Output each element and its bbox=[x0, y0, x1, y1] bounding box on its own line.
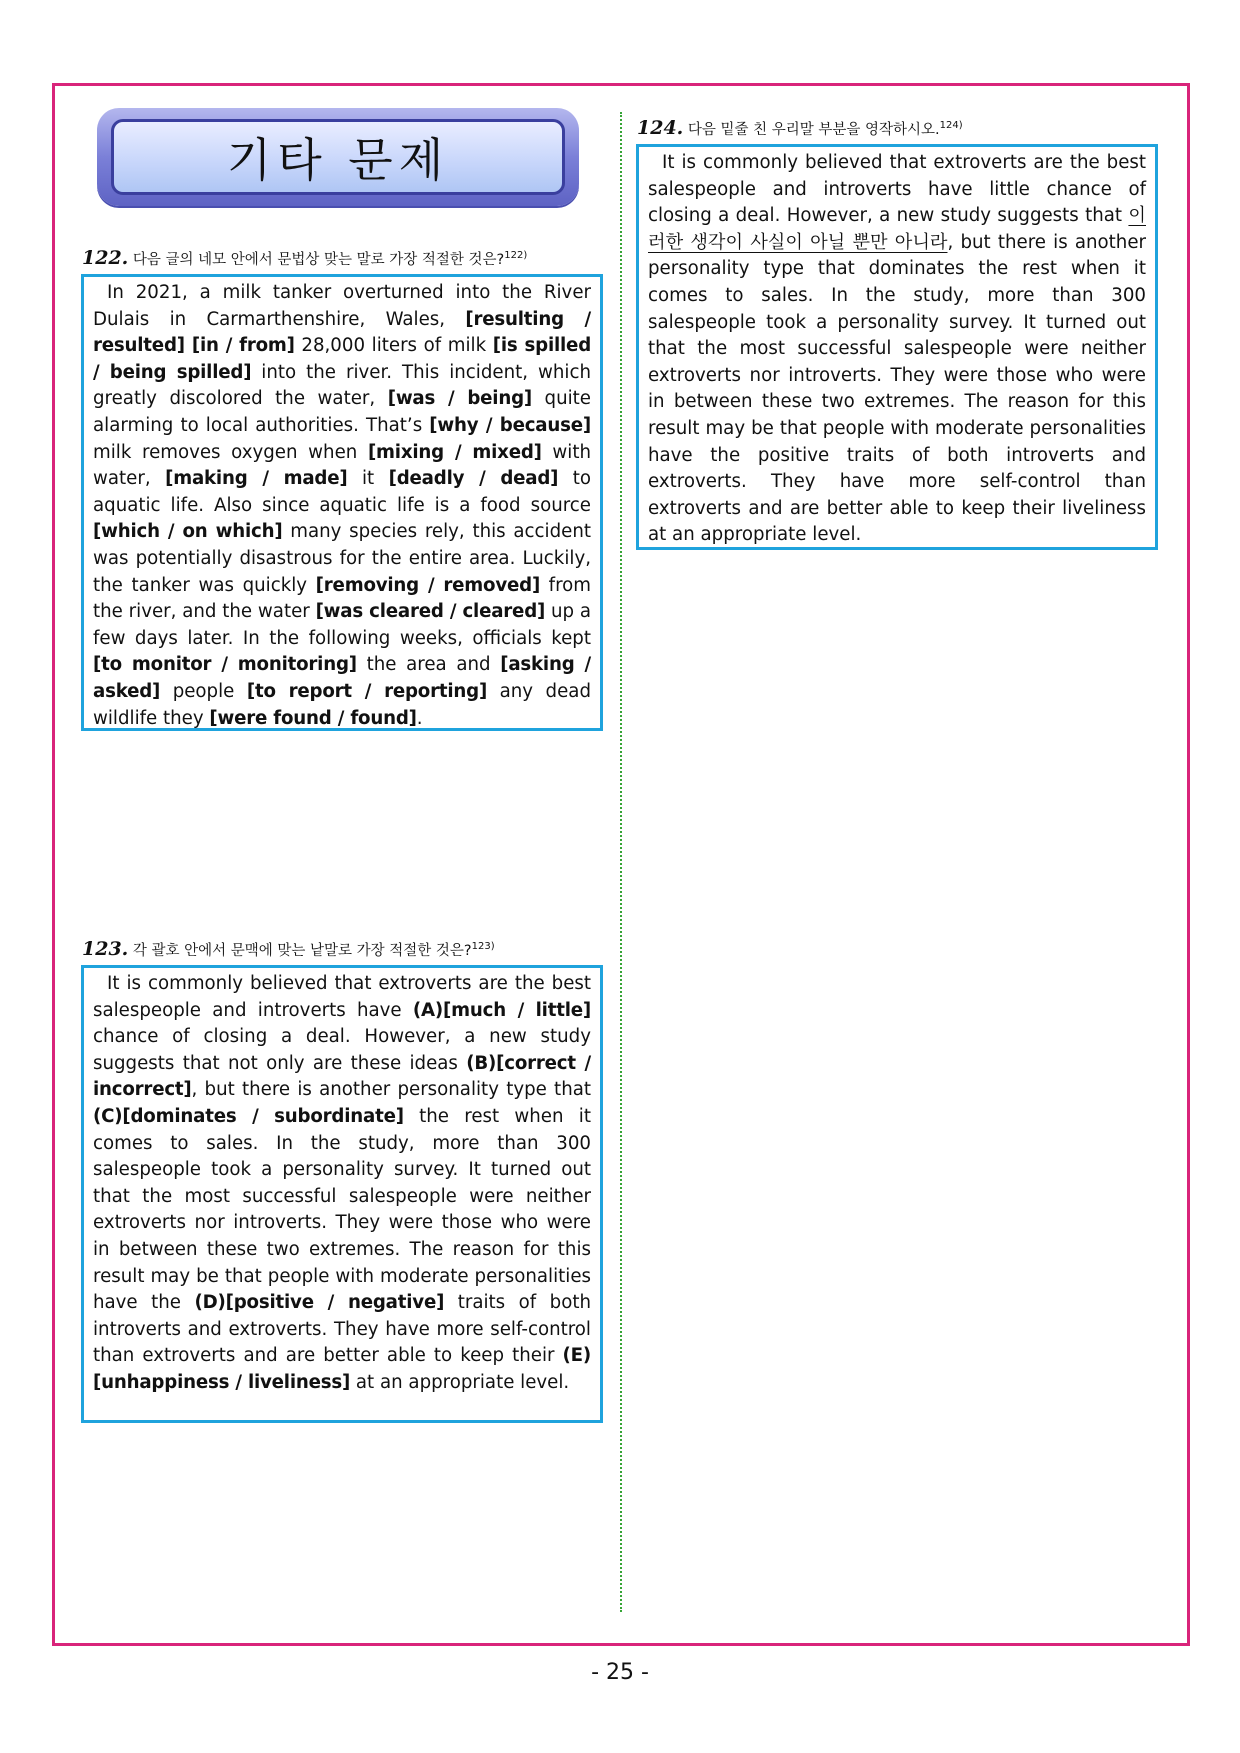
page-number: - 25 - bbox=[591, 1660, 649, 1685]
question-124-footnote: 124) bbox=[939, 120, 963, 132]
question-124-passage: It is commonly believed that extroverts are the best salespeople and introverts have little chance of closing a deal. However, a new study suggests that 이러한 생각이 사실이 아닐 뿐만 아니라, but there is another personality type that dominates the rest when it comes to sales. In the study, more than 300 salespeople took a personality survey. It turned out that the most successful salespeople were neither extroverts nor introverts. They were those who were in between these two extremes. The reason for this result may be that people with moderate personalities have the positive traits of both introverts and extroverts. They have more self-control than extroverts and are better able to keep their liveliness at an appropriate level. bbox=[648, 152, 1146, 546]
question-124-underlined-korean: 이러한 생각이 사실이 아닐 뿐만 아니라 bbox=[648, 205, 1146, 253]
question-123-passage-box bbox=[81, 965, 603, 1423]
question-122-prompt: 다음 글의 네모 안에서 문법상 맞는 말로 가장 적절한 것은? bbox=[132, 252, 505, 268]
question-122-number: 122. bbox=[82, 247, 129, 269]
question-122-passage: In 2021, a milk tanker overturned into the River Dulais in Carmarthenshire, Wales, [resulting / resulted] [in / from] 28,000 liters of milk [is spilled / being spilled] into the river. This incident, which greatly discolored the water, [was / being] quite alarming to local authorities. That’s [why / because] milk removes oxygen when [mixing / mixed] with water, [making / made] it [deadly / dead] to aquatic life. Also since aquatic life is a food source [which / on which] many species rely, this accident was potentially disastrous for the entire area. Luckily, the tanker was quickly [removing / removed] from the river, and the water [was cleared / cleared] up a few days later. In the following weeks, officials kept [to monitor / monitoring] the area and [asking / asked] people [to report / reporting] any dead wildlife they [were found / found]. bbox=[93, 282, 592, 729]
question-124-number: 124. bbox=[637, 117, 684, 139]
section-title-plate bbox=[111, 119, 565, 195]
question-122-footnote: 122) bbox=[504, 250, 528, 262]
section-title: 기타 문제 bbox=[226, 133, 450, 187]
question-123-footnote: 123) bbox=[471, 941, 495, 953]
column-divider bbox=[620, 112, 622, 1612]
question-124-prompt: 다음 밑줄 친 우리말 부분을 영작하시오. bbox=[687, 122, 940, 138]
question-124-header bbox=[637, 117, 963, 139]
question-123-number: 123. bbox=[82, 938, 129, 960]
question-122-header bbox=[82, 247, 527, 269]
question-123-passage: It is commonly believed that extroverts are the best salespeople and introverts have (A)[much / little] chance of closing a deal. However, a new study suggests that not only are these ideas (B)[correct / incorrect], but there is another personality type that (C)[dominates / subordinate] the rest when it comes to sales. In the study, more than 300 salespeople took a personality survey. It turned out that the most successful salespeople were neither extroverts nor introverts. They were those who were in between these two extremes. The reason for this result may be that people with moderate personalities have the (D)[positive / negative] traits of both introverts and extroverts. They have more self-control than extroverts and are better able to keep their (E)[unhappiness / liveliness] at an appropriate level. bbox=[93, 973, 592, 1393]
question-123-prompt: 각 괄호 안에서 문맥에 맞는 낱말로 가장 적절한 것은? bbox=[132, 943, 472, 959]
question-122-passage-box bbox=[81, 274, 603, 731]
section-title-banner bbox=[97, 108, 579, 206]
question-123-header bbox=[82, 938, 495, 960]
question-124-passage-box bbox=[636, 144, 1158, 550]
